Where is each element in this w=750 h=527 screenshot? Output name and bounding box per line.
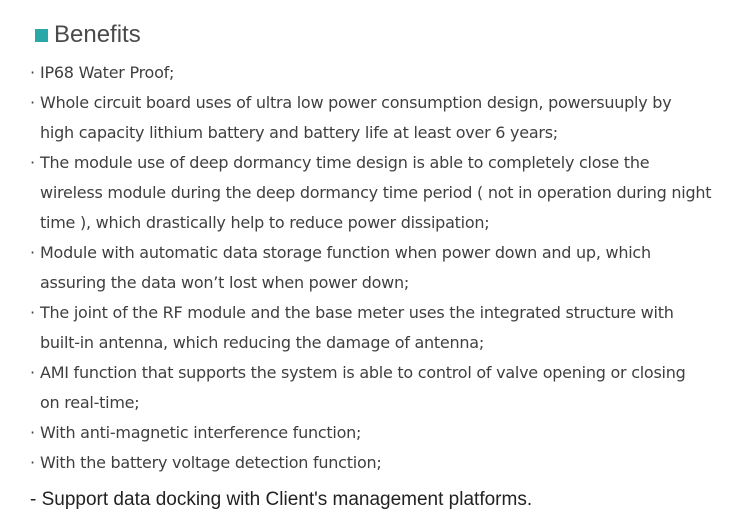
benefit-text-line: high capacity lithium battery and battery life at least over 6 years; xyxy=(40,123,558,142)
bullet-dot-icon: · xyxy=(30,93,35,112)
bullet-dot-icon: · xyxy=(30,423,35,442)
benefit-text-line: The joint of the RF module and the base meter uses the integrated structure with xyxy=(40,303,674,322)
benefit-item xyxy=(30,298,720,358)
benefit-item xyxy=(30,448,720,478)
benefit-item xyxy=(30,58,720,88)
bullet-dot-icon: · xyxy=(30,363,35,382)
bullet-dot-icon: · xyxy=(30,303,35,322)
bullet-dot-icon: · xyxy=(30,453,35,472)
heading-title: Benefits xyxy=(54,21,141,48)
benefit-list xyxy=(30,58,720,478)
benefit-item xyxy=(30,88,720,148)
square-bullet-icon xyxy=(35,29,48,42)
benefit-text-line: wireless module during the deep dormancy time period ( not in operation during night xyxy=(40,183,712,202)
benefit-text-line: assuring the data won’t lost when power down; xyxy=(40,273,410,292)
bullet-dot-icon: · xyxy=(30,63,35,82)
bullet-dot-icon: · xyxy=(30,153,35,172)
benefit-text-line: built-in antenna, which reducing the damage of antenna; xyxy=(40,333,484,352)
benefit-text-line: Whole circuit board uses of ultra low power consumption design, powersuuply by xyxy=(40,93,672,112)
benefit-text-line: With anti-magnetic interference function; xyxy=(40,423,362,442)
benefit-item xyxy=(30,238,720,298)
benefit-item xyxy=(30,358,720,418)
bullet-dot-icon: · xyxy=(30,243,35,262)
benefit-text-line: IP68 Water Proof; xyxy=(40,63,175,82)
benefit-text-line: on real-time; xyxy=(40,393,140,412)
benefit-text-line: Module with automatic data storage function when power down and up, which xyxy=(40,243,651,262)
benefit-item xyxy=(30,148,720,238)
benefit-text-line: time ), which drastically help to reduce power dissipation; xyxy=(40,213,490,232)
benefits-heading xyxy=(35,19,141,51)
benefit-text-line: With the battery voltage detection function; xyxy=(40,453,382,472)
benefit-text-line: The module use of deep dormancy time design is able to completely close the xyxy=(40,153,650,172)
benefit-text-line: AMI function that supports the system is able to control of valve opening or closing xyxy=(40,363,686,382)
footer-note: - Support data docking with Client's management platforms. xyxy=(30,489,533,510)
benefit-item xyxy=(30,418,720,448)
